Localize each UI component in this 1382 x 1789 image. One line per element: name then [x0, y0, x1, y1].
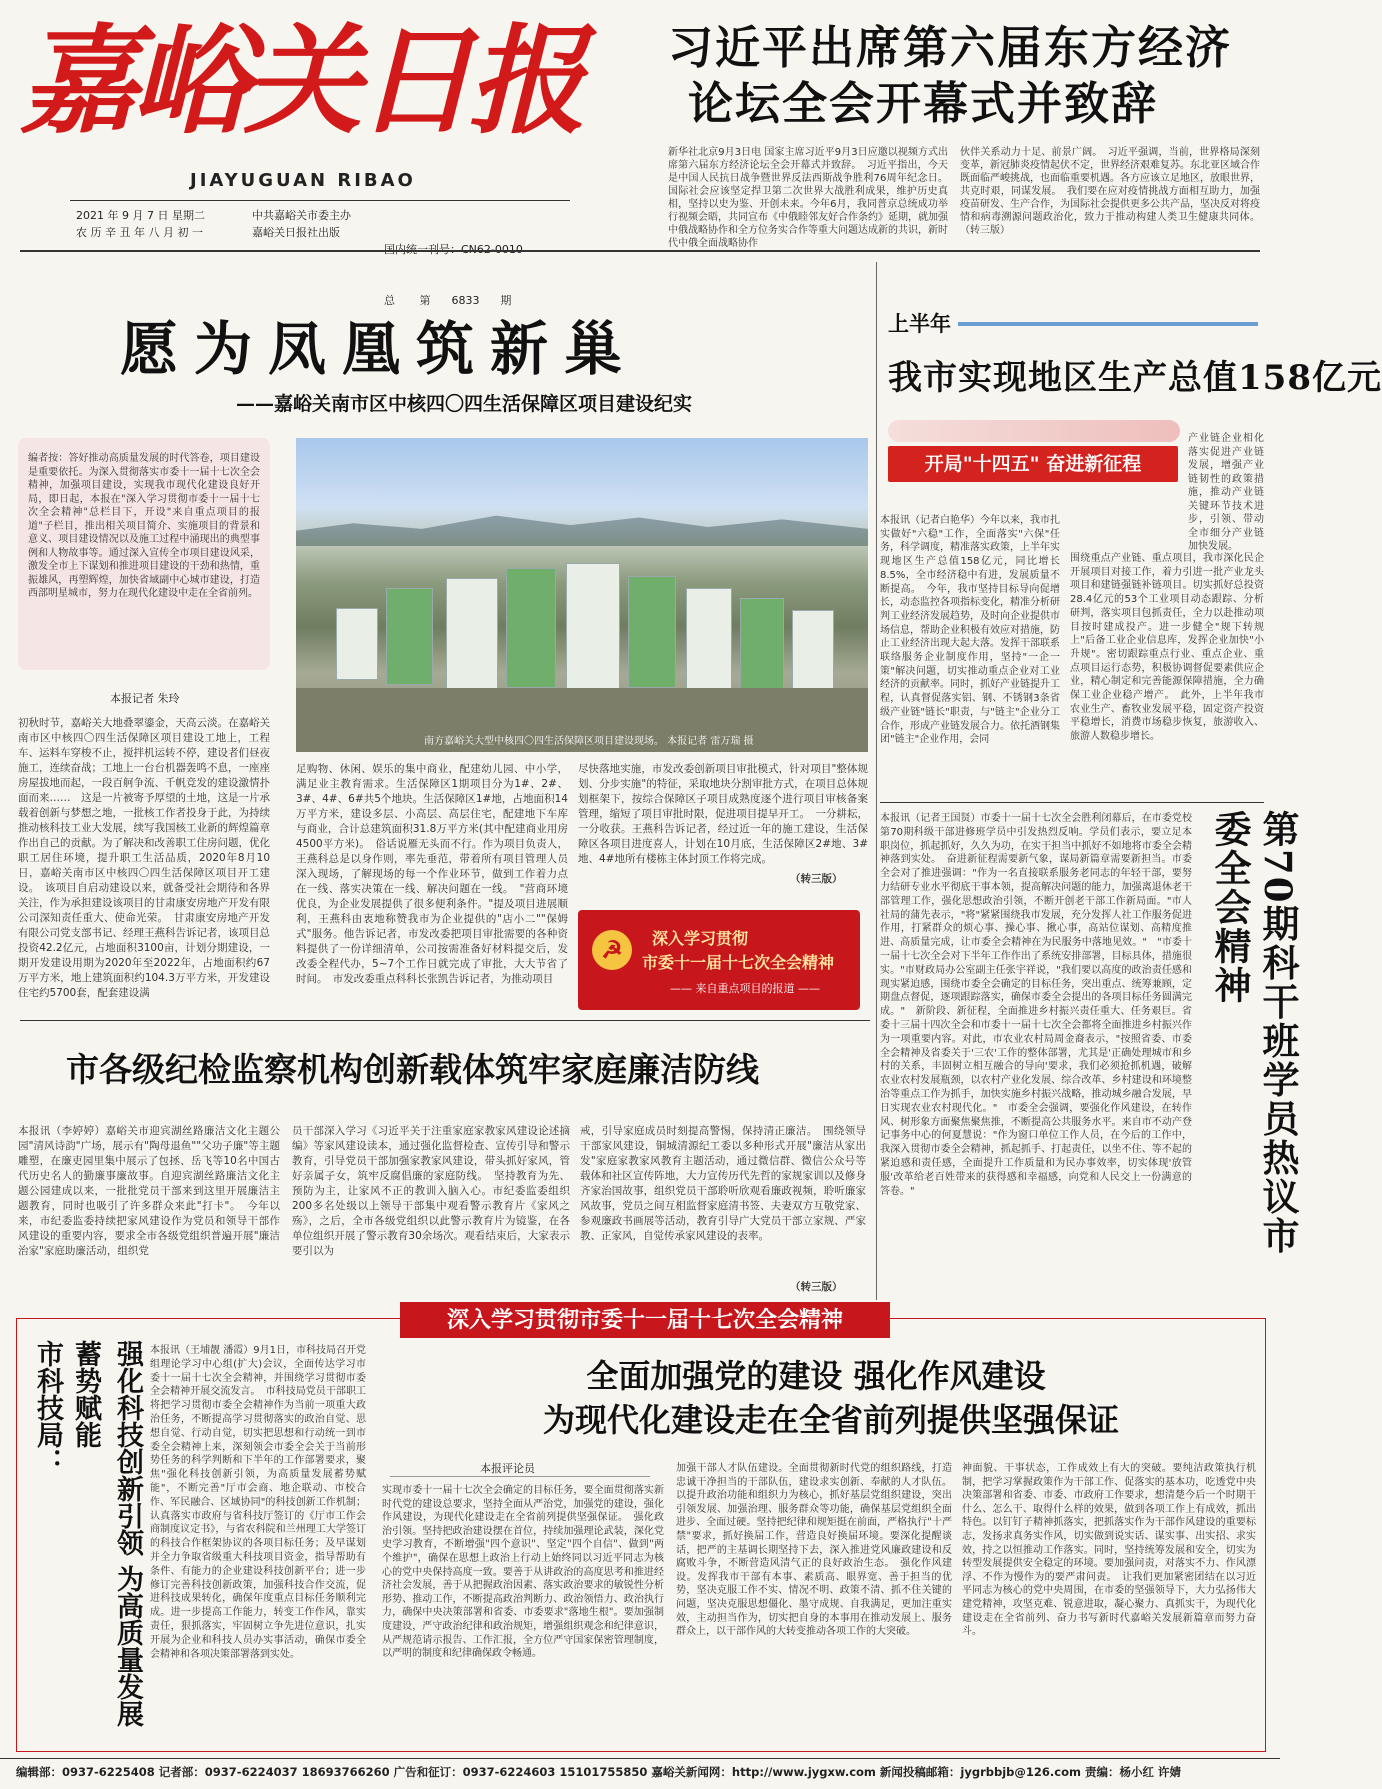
masthead-publisher — [252, 207, 351, 241]
publisher-org: 中共嘉峪关市委主办 — [252, 209, 351, 222]
building — [686, 588, 732, 690]
photo-caption: 南方嘉峪关大型中核四〇四生活保障区项目建设现场。 本报记者 雷万瑞 摄 — [424, 736, 754, 747]
discipline-col2: 员干部深入学习《习近平关于注重家庭家教家风建设论述摘编》等家风建设读本，通过强化监督检查、宣传引导和警示教育，引导党员干部加强家教家风建设，带头抓好家风，管好亲属子女，筑牢反腐倡廉的家庭防线。 坚持教育为先、预防为主，让家风不正的教训入脑入心。市纪委监委组织200多名处级以上领导干部集中观看警示教育片《家风之殇》，之后，全市各级党组织以此警示教育片为镜鉴，在各单位组织开展了警示教育30余场次。观看结束后，大家表示要引以为 — [292, 1125, 570, 1257]
editorial-col2: 加强干部人才队伍建设。全面贯彻新时代党的组织路线，打造忠诚干净担当的干部队伍，建设求实创新、奉献的人才队伍。以提升政治功能和组织力为核心，抓好基层党组织建设，突出引领发展、加强治理、服务群众等功能，确保基层党组织全面进步、全面过硬。坚持把纪律和规矩挺在前面，严格执行"十严禁"要求，抓好换届工作，营造良好换届环境。要深化提醒谈话，把严的主基调长期坚持下去，深入推进党风廉政建设和反腐败斗争，不断营造风清气正的良好政治生态。 强化作风建设。发挥我市干部有本事、素质高、眼界宽、善于担当的优势，坚决克服工作不实、情况不明、政策不清、抓不住关键的问题，坚决克服思想僵化、墨守成规、自我满足，更加注重实效，主动担当作为，切实把自身的本事用在推动发展上、服务群众上，以干部作风的大转变推动各项工作的大突破。 — [676, 1463, 952, 1638]
gdp-col2: 围绕重点产业链、重点项目，我市深化民企开展项目对接工作，着力引进一批产业龙头项目和建链强链补链项目。切实抓好总投资28.4亿元的53个工业项目动态跟踪、分析研判，落实项目包抓责任，全力以赴推动项目按时建成投产。进一步健全"规下转规上"后备工业企业信息库，发挥企业加快"小升规"。密切跟踪重点行业、重点企业、重点项目运行态势，积极协调督促要素供应企业，精心制定和完善能源保障措施，全力确保工业企业稳产增产。 此外，上半年我市农业生产、畜牧业发展平稳，固定资产投资平稳增长，消费市场稳步恢复，旅游收入、旅游人数稳步增长。 — [1070, 553, 1264, 743]
discipline-col1: 本报讯（李婷婷）嘉峪关市迎宾湖丝路廉洁文化主题公园"清风诗韵"广场，展示有"陶母退鱼""父功子廉"等主题雕塑，在廉吏园里集中展示了包拯、岳飞等10名中国古代历史名人的勤廉事廉故事。自迎宾湖丝路廉洁文化主题公园建成以来，一批批党员干部来到这里开展廉洁主题教育，同时也吸引了许多群众来此"打卡"。 今年以来，市纪委监委持续把家风建设作为党员和领导干部作风建设的重要内容，要求全市各级党组织普遍开展"廉洁治家"家庭助廉活动，组织党 — [18, 1125, 280, 1257]
training-body: 本报讯（记者王国贤）市委十一届十七次全会胜利闭幕后，在市委党校第70期科级干部进修班学员中引发热烈反响。学员们表示，要立足本职岗位，抓起抓好，久久为功，在实干担当中抓好不如地将市委全会精神落到实处。 奋进新征程需要新气象，谋局新篇章需要新担当。市委全会对了推进强调："作为一名直接联系服务老同志的年轻干部，要努力结研专业水平彻底干事本领，提高解决问题的能力，加强离退休老干部管理工作，强化思想政治引领，不断开创老干部工作新局面。"市人社局的蒲先表示，"将"紧紧围绕我市发展，充分发挥人社工作服务促进作用，打紧群众的烦心事、操心事、揪心事，高站位谋划、高精度推进、高质量完成，让市委全会精神在为民服务中落地见效。" "市委十一届十七次全会对下半年工作作出了系统安排部署，目标具体，措施很实。"市财政局办公室副主任张宇祥说，"我们要以高度的政治责任感和现实紧迫感，围绕市委全会确定的目标任务，突出重点、统筹兼顾，定期盘点督促，逐项跟踪落实，确保市委全会提出的各项目标任务圆满完成。" 新阶段、新征程，全面推进乡村振兴责任重大、任务艰巨。省委十三届十四次全会和市委十一届十七次全会都将全面推进乡村振兴作为一项重要内容。对此，市农业农村局周金裔表示，"按照省委、市委全会精神及省委关于'三农'工作的整体部署，尤其是'正确处理城市和乡村的关系，丰固树立相互融合的导向'要求，我们必须抢抓机遇，破解农业农村发展瓶颈，以农村产业化发展、综合改革、乡村建设和环境整治等重点工作为抓手，加快实施乡村振兴战略，推动城乡融合发展，早日实现农业农村现代化。" 市委全会强调，要强化作风建设，在转作风、树形象方面聚焦聚焦推，不断提高公共服务水平。来自市不动产登记事务中心的何夏慧说："作为窗口单位工作人员，在今后的工作中，我深入贯彻市委全会精神，抓起抓手、打起责任，以坐不住、等不起的紧迫感和责任感，全面提升工作质量和为民办事效率，切实体现'放管服'改革给老百姓带来的获得感和幸福感，向党和人民交上一份满意的答卷。" — [880, 813, 1192, 1197]
discipline-col3: 戒，引导家庭成员时刻提高警惕，保持清正廉洁。 围绕领导干部家风建设，铜城清源纪工委以多种形式开展"廉洁从家出发"家庭家教家风教育主题活动，通过微信群、微信公众号等载体和社区宣传阵地，大力宣传历代先哲的家规家训以及修身齐家治国故事，组织党员干部聆听欣观看廉政视频，聆听廉家风故事，党员之间互相监督家庭清书签、夫妻双方互敬党家、参观廉政书画展等活动，教育引导广大党员干部立家规、严家教、正家风，自觉传承家风建设的表率。 — [580, 1125, 866, 1242]
feature-headline: 愿为凤凰筑新巢 — [120, 315, 639, 383]
party-emblem-icon: ☭ — [592, 930, 632, 970]
building — [740, 598, 784, 692]
masthead-pinyin: JIAYUGUAN RIBAO — [190, 170, 416, 191]
gdp-col-top: 产业链企业相化落实促进产业链发展，增强产业链韧性的政策措施，推动产业链关键环节技术进步，引领、带动全市细分产业链加快发展。 — [1188, 433, 1264, 552]
lead-headline-line1: 习近平出席第六届东方经济 — [668, 21, 1233, 74]
editorial-headline — [376, 1354, 1256, 1442]
masthead-logo: 嘉峪关日报 — [20, 11, 581, 150]
gdp-divider — [880, 802, 1264, 803]
date-gregorian: 2021 年 9 月 7 日 星期二 — [76, 209, 205, 222]
bottom-banner-text: 深入学习贯彻市委十一届十七次全会精神 — [446, 1307, 843, 1333]
discipline-col3-continued: （转三版） — [790, 1281, 843, 1293]
editor-note: 编者按：答好推动高质量发展的时代答卷，项目建设是重要依托。为深入贯彻落实市委十一届十七次全会精神，加强项目建设，实现我市现代化建设良好开局，即日起，本报在"深入学习贯彻市委十一届十七次全会精神"总栏目下，开设"来自重点项目的报道"子栏目，推出相关项目简介、实施项目的背景和意义、项目建设情况以及施工过程中涌现出的典型事例和人物故事等。通过深入宣传全市项目建设风采，激发全市上下谋划和推进项目建设的干劲和热情，重振雄风，再塑辉煌，加快省域副中心城市建设，打造西部明星城市，努力在现代化建设中走在全省前列。 — [28, 453, 260, 599]
construction-photo — [296, 438, 868, 752]
editorial-headline-line2: 为现代化建设走在全省前列提供坚强保证 — [542, 1401, 1119, 1439]
top-divider — [20, 250, 1260, 252]
feature-byline: 本报记者 朱玲 — [110, 692, 180, 705]
discipline-headline: 市各级纪检监察机构创新载体筑牢家庭廉洁防线 — [66, 1050, 759, 1089]
date-lunar: 农 历 辛 丑 年 八 月 初 一 — [76, 226, 203, 239]
building — [386, 588, 433, 685]
column-banner-line1: 深入学习贯彻 — [652, 929, 749, 948]
masthead-rule — [70, 200, 570, 201]
training-headline: 第70期科干班学员热议市委全会精神 — [1208, 810, 1300, 1256]
gdp-kicker: 上半年 — [888, 311, 951, 336]
issue-number: 总 第 6833 期 — [384, 294, 512, 307]
footer-contacts: 编辑部：0937-6225408 记者部：0937-6224037 18693766260 广告和征订：0937-6224603 15101755850 嘉峪关新闻网：http://www.jygxw.com 新闻投稿邮箱：jygrbbjb@126.com 责编：杨小红 许婧 — [16, 1765, 1181, 1779]
feature-subheadline: ——嘉峪关南市区中核四〇四生活保障区项目建设纪实 — [236, 393, 693, 415]
mountain-ridge — [296, 508, 868, 546]
lead-story-col2: 伙伴关系动力十足、前景广阔。 习近平强调，当前，世界格局深刻变革，新冠肺炎疫情起伏不定，世界经济艰难复苏。东北亚区域合作既面临严峻挑战，也面临重要机遇。各方应该立足地区，放眼世界，共克时艰，同谋发展。 我们要在应对疫情挑战方面相互助力，加强疫苗研发、生产合作，为国际社会提供更多公共产品，坚决反对将疫情和病毒溯源问题政治化，致力于推动构建人类卫生健康共同体。（转三版） — [960, 147, 1260, 236]
tech-body: 本报讯（王埔靓 潘霞）9月1日，市科技局召开党组理论学习中心组(扩大)会议，全面传达学习市委十一届十七次全会精神，并围绕学习贯彻市委全会精神开展交流发言。 市科技局党员干部职工将把学习贯彻市委全会精神作为当前一项重大政治任务，不断提高学习贯彻落实的政治自觉、思想自觉、行动自觉，切实把思想和行动统一到市委全会精神上来，深刻领会市委全会关于当前形势任务的科学判断和下半年的工作部署要求，聚焦"强化科技创新引领，为高质量发展蓄势赋能"，不断完善"厅市会商、地企联动、市校合作、军民融合、区域协同"的科技创新工作机制；认真落实市政府与省科技厅签订的《厅市工作会商制度议定书》，与省农科院和兰州理工大学签订的科技合作框架协议的各项目标任务；及早谋划并全力争取省级重大科技项目资金，指导帮助有条件、有能力的企业建设科技创新平台；进一步修订完善科技创新政策，加强科技合作交流，促进科技成果转化，确保年度重点目标任务顺利完成。进一步提高工作能力，转变工作作风，靠实责任，狠抓落实，牢固树立争先进位意识，扎实开展为企业和科技人员办实事活动，确保市委全会精神和各项决策部署落到实处。 — [150, 1345, 366, 1660]
building — [336, 608, 378, 680]
gdp-banner-text: 开局"十四五" 奋进新征程 — [924, 453, 1142, 475]
editorial-headline-line1: 全面加强党的建设 强化作风建设 — [586, 1357, 1046, 1395]
editorial-byline-rule — [390, 1476, 650, 1477]
column-banner — [578, 910, 860, 1010]
gdp-banner — [888, 446, 1178, 482]
feature-col3: 尽快落地实施，市发改委创新项目审批模式，针对项目"整体规划、分步实施"的特征，采取地块分割审批方式，在项目总体规划框架下，按综合保障区子项目成熟度逐个进行项目审核备案管理，缩短了项目审批时限，促进项目提早开工。 一分耕耘，一分收获。王燕科告诉记者，经过近一年的施工建设，生活保障区各项目进度喜人，计划在10月底，生活保障区2#地、3#地、4#地所有楼栋主体封顶工作将完成。 — [578, 763, 868, 865]
editorial-byline: 本报评论员 — [480, 1462, 535, 1475]
tech-headline-prefix: 市科技局： — [32, 1340, 63, 1475]
gdp-kicker-rule — [958, 322, 1258, 326]
tech-headline: 强化科技创新引领 为高质量发展蓄势赋能 — [70, 1340, 143, 1728]
editorial-col3: 神面貌、干事状态，工作成效上有大的突破。要纯洁政策执行机制，把学习掌握政策作为干部工作、促落实的基本功，吃透党中央决策部署和省委、市委、市政府工作要求，想清楚今后一个时期干什么、怎么干、取得什么样的效果，做到各项工作上有成效，抓出特色。以钉钉子精神抓落实，把抓落实作为干部作风建设的重要标志，发扬求真务实作风，切实做到说实话、谋实事、出实招、求实效，持之以恒推动工作落实。同时，坚持统筹发展和安全，切实为转型发展提供安全稳定的环境。要加强问责，对落实不力、作风漂浮、不作为慢作为的要严肃问责。 让我们更加紧密团结在以习近平同志为核心的党中央周围，在市委的坚强领导下，大力弘扬伟大建党精神，攻坚克难、锐意进取，凝心聚力、真抓实干，为现代化建设走在全省前列、奋力书写新时代嘉峪关发展新篇章而努力奋斗。 — [962, 1463, 1256, 1638]
footer-rule — [0, 1758, 1280, 1759]
publisher-press: 嘉峪关日报社出版 — [252, 226, 340, 239]
editorial-col1: 实现市委十一届十七次全会确定的目标任务，要全面贯彻落实新时代党的建设总要求，坚持全面从严治党，加强党的建设，强化作风建设，为现代化建设走在全省前列提供坚强保证。 强化政治引领。坚持把政治建设摆在首位，持续加强理论武装，深化党史学习教育，不断增强"四个意识"、坚定"四个自信"、做到"两个维护"，确保在思想上政治上行动上始终同以习近平同志为核心的党中央保持高度一致。要善于从讲政治的高度思考和推进经济社会发展，善于从把握政治因素、落实政治要求的敏锐性分析形势、推动工作，不断提高政治判断力、政治领悟力、政治执行力，确保中央决策部署和省委、市委要求"落地生根"。要加强制度建设，严守政治纪律和政治规矩，增强组织观念和纪律意识，从严规范请示报告、工作汇报，全方位严守国家保密管理制度，以严明的制度和纪律确保政令畅通。 — [382, 1485, 664, 1660]
building — [628, 576, 676, 688]
feature-col2: 足购物、休闲、娱乐的集中商业，配建幼儿园、中小学，满足业主教育需求。生活保障区1期项目分为1#、2#、3#、4#、6#共5个地块。生活保障区1#地，占地面积14万平方米，建设多层、小高层、高层住宅，配建地下车库与商业，合计总建筑面积31.8万平方米(其中配建商业用房4500平方米)。 俗话说雁无头而不行。作为项目负责人，王燕科总是以身作则，率先垂范，带着所有项目管理人员深入现场，了解现场的每一个作业环节，做到工作着力点在一线、落实决策在一线、解决问题在一线。 "营商环境优良，为企业发展提供了很多便利条件。"提及项目进展顺利，王燕科由衷地称赞我市为企业提供的"店小二""保姆式"服务。他告诉记者，市发改委把项目审批需要的各种资料提供了一份详细清单，公司按需准备好材料提交后，发改委全程代办，5~7个工作日就完成了审批，大大节省了时间。 市发改委重点科科长张凯告诉记者，为推动项目 — [296, 763, 568, 985]
column-banner-line3: —— 来自重点项目的报道 —— — [670, 982, 820, 995]
section-divider — [20, 1020, 870, 1021]
building — [566, 563, 620, 690]
column-banner-line2: 市委十一届十七次全会精神 — [642, 953, 835, 972]
feature-col3-continued: （转三版） — [790, 873, 843, 885]
lead-headline-line2: 论坛全会开幕式并致辞 — [688, 77, 1159, 130]
gdp-map-graphic — [888, 420, 1180, 442]
column-divider — [876, 262, 877, 1300]
feature-col1: 初秋时节，嘉峪关大地叠翠鎏金，天高云淡。在嘉峪关南市区中核四〇四生活保障区项目建设工地上，工程车、运料车穿梭不止，搅拌机运转不停，建设者们昼夜施工，连续奋战；工地上一台台机器轰鸣不息，一座座房屋拔地而起，一段百舸争流、千帆竞发的建设激情扑面而来…… 这是一片被寄予厚望的土地，这是一片承载着创新与梦想之地，一批核工作者投身于此，为持续推动核科技工业大发展，续写我国核工业新的辉煌篇章作出自己的贡献。为了解决和改善职工住房问题，优化职工居住环境，提升职工生活品质，2020年8月10日，嘉峪关南市区中核四〇四生活保障区项目开工建设。 该项目自启动建设以来，就备受社会期待和各界关注，作为承担建设该项目的甘肃康安房地产开发有限公司深知责任重大、使命光荣。 甘肃康安房地产开发有限公司党支部书记、经理王燕科告诉记者，该项目总投资42.2亿元，占地面积3100亩，计划分期建设，一期开发建设用期为2020年至2022年，占地面积约67万平方米，地上建筑面积约104.3万平方米，开发建设住宅约5700套，配套建设满 — [18, 717, 270, 999]
masthead-dateline — [76, 207, 205, 241]
lead-headline — [668, 20, 1268, 132]
building — [506, 568, 556, 688]
lead-story-col1: 新华社北京9月3日电 国家主席习近平9月3日应邀以视频方式出席第六届东方经济论坛全会开幕式并致辞。 习近平指出，今天是中国人民抗日战争暨世界反法西斯战争胜利76周年纪念日。国际社会应该坚定捍卫第二次世界大战胜利成果，维护历史真相，坚持以史为鉴、开创未来。今年6月，我同普京总统成功举行视频会晤，共同宣布《中俄睦邻友好合作条约》延期，就加强中俄战略协作和全方位务实合作等重大问题达成新的共识，新时代中俄全面战略协作 — [668, 147, 948, 249]
building — [446, 578, 498, 690]
gdp-col1: 本报讯（记者白艳华）今年以来，我市扎实做好"六稳"工作，全面落实"六保"任务，科学调度，精准落实政策，上半年实现地区生产总值158亿元，同比增长8.5%，全市经济稳中有进，发展质量不断提高。 今年，我市坚持目标导向促增长，动态监控各项指标变化，精准分析研判工业经济发展趋势，及时向企业提供市场信息，帮助企业积极有效应对措施，防止工业经济出现大起大落。发挥干部联系联络服务企业制度作用，坚持"一企一策"解决问题，切实推动重点企业对工业经济的贡献率。同时，抓好产业链提升工程，认真督促落实铝、钢、不锈钢3条省级产业链"链长"职责，与"链主"企业分工合作，形成产业链发展合力。依托酒钢集团"链主"企业作用，会同 — [880, 515, 1060, 746]
building — [792, 610, 834, 692]
gdp-headline: 我市实现地区生产总值158亿元 — [888, 358, 1382, 398]
